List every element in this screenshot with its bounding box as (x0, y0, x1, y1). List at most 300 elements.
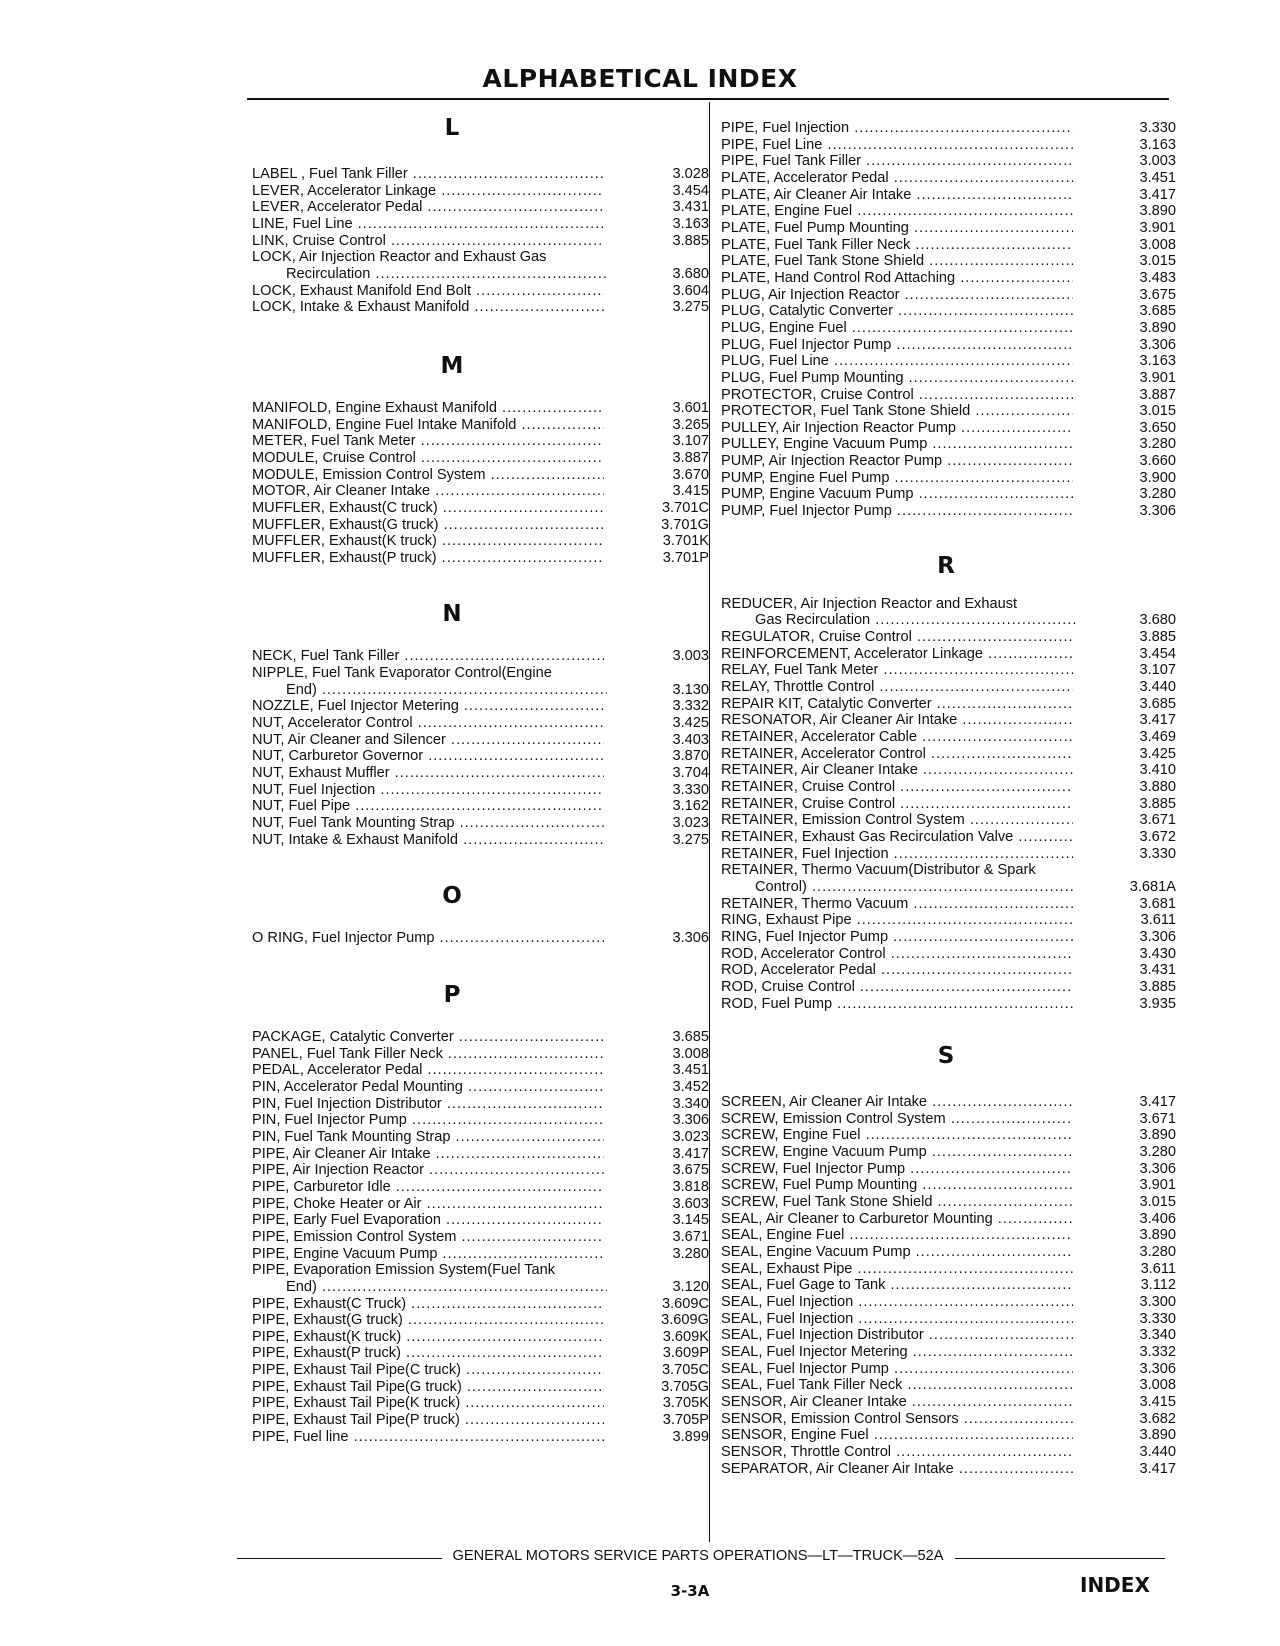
index-entry (252, 1128, 709, 1146)
index-entry (721, 1260, 1176, 1278)
index-entry-page: 3.887 (1076, 387, 1176, 404)
index-entry (252, 1145, 709, 1163)
index-entry-page: 3.417 (1076, 187, 1176, 204)
index-entry (252, 1112, 709, 1129)
index-entry-name: Control) ..... (721, 879, 1107, 896)
index-entry-page: 3.483 (1076, 270, 1176, 287)
index-entry (252, 449, 709, 467)
index-entry-name: PLATE, Hand Control Rod Attaching ..... (721, 270, 1073, 287)
index-entry-page: 3.163 (1076, 353, 1176, 370)
index-entry-name: PIPE, Fuel Tank Filler ..... (721, 153, 1073, 170)
index-entry-title-line: RETAINER, Thermo Vacuum(Distributor & Spark (721, 862, 1036, 879)
index-entry (252, 731, 709, 749)
index-entry (252, 798, 709, 815)
index-entry-name: PLUG, Fuel Injector Pump ..... (721, 337, 1073, 354)
index-entry-page: 3.008 (1076, 1377, 1176, 1394)
index-entry-page: 3.609G (607, 1312, 709, 1329)
index-entry (721, 453, 1176, 470)
index-entry-page: 3.280 (1076, 1144, 1176, 1161)
index-entry-name: PLUG, Engine Fuel ..... (721, 320, 1073, 337)
index-entry (252, 166, 709, 183)
index-entry (721, 203, 1176, 220)
index-entry-name: ROD, Cruise Control ..... (721, 979, 1073, 996)
index-entry (721, 1327, 1176, 1344)
index-entry-name: MUFFLER, Exhaust(K truck) ..... (252, 533, 604, 550)
index-entry (252, 930, 709, 947)
index-entry-page: 3.431 (1076, 962, 1176, 979)
index-entry (252, 1178, 709, 1196)
index-entry (252, 533, 709, 550)
index-entry (252, 1345, 709, 1362)
index-entry (252, 648, 709, 665)
index-entry-page: 3.028 (607, 166, 709, 183)
index-entry-name: PIPE, Exhaust Tail Pipe(C truck) ..... (252, 1362, 604, 1379)
index-entry-title-line: REDUCER, Air Injection Reactor and Exhaust (721, 595, 1018, 612)
index-entry (721, 403, 1176, 420)
index-entry-name: SEAL, Fuel Tank Filler Neck ..... (721, 1377, 1073, 1394)
index-entry (721, 319, 1176, 337)
index-entry-name: MUFFLER, Exhaust(C truck) ..... (252, 500, 604, 517)
index-entry-name: REINFORCEMENT, Accelerator Linkage ..... (721, 646, 1073, 663)
index-entry-page: 3.275 (607, 299, 709, 316)
index-entry (252, 1412, 709, 1429)
index-entry-page: 3.705C (607, 1362, 709, 1379)
index-entry-name: O RING, Fuel Injector Pump ..... (252, 930, 604, 947)
index-entry-page: 3.701C (607, 500, 709, 517)
index-entry (252, 1262, 709, 1295)
index-entry-name: PLATE, Fuel Tank Filler Neck ..... (721, 237, 1073, 254)
index-entry (721, 1110, 1176, 1128)
index-entry-page: 3.107 (607, 433, 709, 450)
index-entry (721, 219, 1176, 237)
index-entry-page: 3.440 (1076, 1444, 1176, 1461)
index-entry (252, 1078, 709, 1096)
index-entry-name: PUMP, Engine Fuel Pump ..... (721, 470, 1073, 487)
index-entry-name: MANIFOLD, Engine Exhaust Manifold ..... (252, 400, 604, 417)
section-letter-o: O (442, 883, 462, 910)
index-entry (721, 169, 1176, 187)
index-entry-page: 3.671 (1076, 812, 1176, 829)
index-entry-name: PIPE, Exhaust Tail Pipe(P truck) ..... (252, 1412, 604, 1429)
index-entry-page: 3.015 (1076, 1194, 1176, 1211)
index-entry-name: PIPE, Early Fuel Evaporation ..... (252, 1212, 604, 1229)
index-entry-page: 3.672 (1076, 829, 1176, 846)
index-entry-page: 3.870 (607, 748, 709, 765)
section-letter-r: R (937, 552, 955, 579)
index-entry (721, 469, 1176, 487)
index-entry (721, 1360, 1176, 1378)
index-entry-name: SEAL, Fuel Injection Distributor ..... (721, 1327, 1073, 1344)
index-entry-name: NUT, Exhaust Muffler ..... (252, 765, 604, 782)
index-entry (252, 483, 709, 500)
index-entry-page: 3.406 (1076, 1211, 1176, 1228)
index-entry-page: 3.107 (1076, 662, 1176, 679)
index-entry (252, 781, 709, 799)
index-entry-name: PIPE, Fuel Line ..... (721, 137, 1073, 154)
index-entry-name: PACKAGE, Catalytic Converter ..... (252, 1029, 604, 1046)
index-entry-name: LINK, Cruise Control ..... (252, 233, 604, 250)
index-entry-name: PLUG, Air Injection Reactor ..... (721, 287, 1073, 304)
index-entry-name: RETAINER, Cruise Control ..... (721, 796, 1073, 813)
index-entry-page: 3.306 (607, 1112, 709, 1129)
index-entry-name: RETAINER, Air Cleaner Intake ..... (721, 762, 1073, 779)
index-entry (721, 1227, 1176, 1244)
index-entry (721, 386, 1176, 404)
index-entry-page: 3.332 (1076, 1344, 1176, 1361)
index-entry-name: PUMP, Fuel Injector Pump ..... (721, 503, 1073, 520)
index-entry (252, 831, 709, 849)
column-divider (709, 102, 710, 1542)
index-entry-name: MODULE, Cruise Control ..... (252, 450, 604, 467)
index-entry-title-line: LOCK, Air Injection Reactor and Exhaust Gas (252, 249, 547, 266)
index-entry (252, 1362, 709, 1379)
index-entry-name: LEVER, Accelerator Linkage ..... (252, 183, 604, 200)
index-entry-page: 3.900 (1076, 470, 1176, 487)
index-entry-name: NUT, Air Cleaner and Silencer ..... (252, 732, 604, 749)
index-entry-name: SEAL, Fuel Injection ..... (721, 1294, 1073, 1311)
index-entry-page: 3.675 (607, 1162, 709, 1179)
index-entry-name: MUFFLER, Exhaust(G truck) ..... (252, 517, 604, 534)
index-entry-page: 3.685 (1076, 303, 1176, 320)
index-entry (252, 1378, 709, 1396)
index-entry (252, 299, 709, 316)
index-entry-page: 3.890 (1076, 1427, 1176, 1444)
index-entry (252, 1428, 709, 1446)
index-entry-page: 3.650 (1076, 420, 1176, 437)
index-entry-name: PIPE, Exhaust Tail Pipe(G truck) ..... (252, 1379, 604, 1396)
index-entry (721, 645, 1176, 663)
index-entry-page: 3.330 (1076, 846, 1176, 863)
index-entry (721, 862, 1176, 895)
index-entry (252, 549, 709, 567)
index-entry-page: 3.280 (1076, 436, 1176, 453)
index-entry (252, 1162, 709, 1179)
index-entry (721, 995, 1176, 1013)
index-entry (721, 503, 1176, 520)
index-entry (252, 466, 709, 484)
index-entry (252, 1062, 709, 1079)
section-label: INDEX (1080, 1573, 1150, 1597)
index-entry-name: SEAL, Fuel Injector Pump ..... (721, 1361, 1073, 1378)
index-entry-name: PLUG, Fuel Pump Mounting ..... (721, 370, 1073, 387)
index-entry-name: SEAL, Fuel Gage to Tank ..... (721, 1277, 1073, 1294)
index-entry-name: NUT, Fuel Injection ..... (252, 782, 604, 799)
index-entry-page: 3.660 (1076, 453, 1176, 470)
index-entry (252, 1295, 709, 1313)
index-entry (252, 199, 709, 216)
index-entry (721, 486, 1176, 503)
index-entry-page: 3.306 (1076, 503, 1176, 520)
index-entry (721, 1377, 1176, 1394)
index-entry-name: NUT, Accelerator Control ..... (252, 715, 604, 732)
index-entry-page: 3.609K (607, 1329, 709, 1346)
index-entry-name: PLUG, Fuel Line ..... (721, 353, 1073, 370)
index-entry (252, 1029, 709, 1046)
index-entry-page: 3.890 (1076, 1227, 1176, 1244)
index-entry-name: RETAINER, Thermo Vacuum ..... (721, 896, 1073, 913)
index-entry-page: 3.003 (1076, 153, 1176, 170)
index-entry-page: 3.130 (607, 682, 709, 699)
index-entry-page: 3.885 (1076, 629, 1176, 646)
right-column (721, 102, 1176, 1477)
index-entry (252, 715, 709, 732)
index-entry-page: 3.330 (607, 782, 709, 799)
index-entry-page: 3.887 (607, 450, 709, 467)
index-entry-name: RELAY, Throttle Control ..... (721, 679, 1073, 696)
index-entry-name: SCREW, Engine Fuel ..... (721, 1127, 1073, 1144)
index-entry-name: PROTECTOR, Fuel Tank Stone Shield ..... (721, 403, 1073, 420)
index-entry-page: 3.452 (607, 1079, 709, 1096)
index-entry-name: MUFFLER, Exhaust(P truck) ..... (252, 550, 604, 567)
index-entry-name: PIPE, Exhaust Tail Pipe(K truck) ..... (252, 1395, 604, 1412)
index-entry (252, 399, 709, 417)
index-entry (252, 433, 709, 450)
index-entry (721, 186, 1176, 204)
index-entry-page: 3.701K (607, 533, 709, 550)
index-entry-page: 3.306 (607, 930, 709, 947)
index-entry (721, 679, 1176, 696)
index-entry-name: PUMP, Engine Vacuum Pump ..... (721, 486, 1073, 503)
index-entry-page: 3.015 (1076, 403, 1176, 420)
index-entry-name: PLATE, Fuel Pump Mounting ..... (721, 220, 1073, 237)
title-rule (247, 98, 1169, 100)
index-entry-name: NUT, Fuel Pipe ..... (252, 798, 604, 815)
index-entry-name: PEDAL, Accelerator Pedal ..... (252, 1062, 604, 1079)
index-entry-page: 3.601 (607, 400, 709, 417)
footer-publisher: GENERAL MOTORS SERVICE PARTS OPERATIONS—LT—TRUCK—52A (452, 1548, 944, 1564)
index-entry-page: 3.015 (1076, 253, 1176, 270)
index-entry-name: LINE, Fuel Line ..... (252, 216, 604, 233)
index-entry (721, 895, 1176, 913)
index-entry-name: SEAL, Engine Vacuum Pump ..... (721, 1244, 1073, 1261)
index-entry-name: NOZZLE, Fuel Injector Metering ..... (252, 698, 604, 715)
index-entry-page: 3.685 (607, 1029, 709, 1046)
index-entry-name: SENSOR, Emission Control Sensors ..... (721, 1411, 1073, 1428)
index-entry-name: PULLEY, Air Injection Reactor Pump ..... (721, 420, 1073, 437)
index-entry-page: 3.890 (1076, 203, 1176, 220)
index-entry-name: SCREW, Fuel Tank Stone Shield ..... (721, 1194, 1073, 1211)
index-entry-page: 3.880 (1076, 779, 1176, 796)
index-entry-page: 3.330 (1076, 120, 1176, 137)
index-entry-page: 3.681 (1076, 896, 1176, 913)
index-entry-page: 3.306 (1076, 929, 1176, 946)
index-entry (252, 765, 709, 782)
index-entry-name: LOCK, Intake & Exhaust Manifold ..... (252, 299, 604, 316)
index-entry-page: 3.818 (607, 1179, 709, 1196)
index-entry-page: 3.685 (1076, 696, 1176, 713)
index-entry (252, 1095, 709, 1113)
index-entry-name: SENSOR, Air Cleaner Intake ..... (721, 1394, 1073, 1411)
index-entry (721, 269, 1176, 287)
footer-rule-left (237, 1558, 442, 1559)
index-entry-name: NECK, Fuel Tank Filler ..... (252, 648, 604, 665)
index-entry-page: 3.671 (1076, 1111, 1176, 1128)
index-entry-page: 3.163 (1076, 137, 1176, 154)
index-entry (721, 712, 1176, 729)
index-entry-page: 3.120 (607, 1279, 709, 1296)
index-entry-name: SCREW, Engine Vacuum Pump ..... (721, 1144, 1073, 1161)
index-entry (252, 698, 709, 715)
index-entry (721, 1094, 1176, 1111)
footer-rule-right (955, 1558, 1165, 1559)
index-entry-page: 3.340 (1076, 1327, 1176, 1344)
index-entry-name: SCREEN, Air Cleaner Air Intake ..... (721, 1094, 1073, 1111)
index-entry-page: 3.340 (607, 1096, 709, 1113)
index-entry (721, 1427, 1176, 1444)
index-entry (721, 928, 1176, 946)
index-entry-page: 3.300 (1076, 1294, 1176, 1311)
index-entry (721, 945, 1176, 963)
index-entry-page: 3.885 (607, 233, 709, 250)
index-entry-name: PIN, Fuel Tank Mounting Strap ..... (252, 1129, 604, 1146)
index-entry (252, 1245, 709, 1263)
index-entry-page: 3.901 (1076, 1177, 1176, 1194)
section-letter-m: M (440, 352, 464, 379)
page-number: 3-3A (670, 1582, 710, 1600)
index-entry-page: 3.451 (1076, 170, 1176, 187)
index-entry (721, 962, 1176, 979)
index-entry-name: PIPE, Air Injection Reactor ..... (252, 1162, 604, 1179)
index-entry (252, 748, 709, 765)
index-entry (721, 136, 1176, 154)
index-entry-page: 3.145 (607, 1212, 709, 1229)
index-entry-title-line: PIPE, Evaporation Emission System(Fuel Tank (252, 1262, 556, 1279)
index-entry-page: 3.425 (1076, 746, 1176, 763)
index-entry (721, 662, 1176, 679)
index-entry-name: REPAIR KIT, Catalytic Converter ..... (721, 696, 1073, 713)
index-entry (721, 1410, 1176, 1428)
index-entry-page: 3.890 (1076, 1127, 1176, 1144)
index-entry (721, 1177, 1176, 1194)
index-entry-page: 3.163 (607, 216, 709, 233)
index-entry-page: 3.112 (1076, 1277, 1176, 1294)
index-entry-name: PIPE, Engine Vacuum Pump ..... (252, 1246, 604, 1263)
index-entry (721, 1443, 1176, 1461)
index-entry (721, 303, 1176, 320)
index-entry-name: SCREW, Fuel Injector Pump ..... (721, 1161, 1073, 1178)
index-entry-name: SCREW, Emission Control System ..... (721, 1111, 1073, 1128)
index-entry-name: SENSOR, Throttle Control ..... (721, 1444, 1073, 1461)
index-entry (721, 1344, 1176, 1361)
index-entry-page: 3.901 (1076, 220, 1176, 237)
index-entry (252, 1228, 709, 1246)
index-entry (721, 745, 1176, 763)
index-entry-page: 3.454 (607, 183, 709, 200)
index-entry-page: 3.417 (1076, 1461, 1176, 1478)
index-entry-name: PIN, Fuel Injector Pump ..... (252, 1112, 604, 1129)
index-entry-page: 3.280 (1076, 1244, 1176, 1261)
section-letter-s: S (937, 1043, 955, 1070)
index-entry-page: 3.705K (607, 1395, 709, 1412)
index-entry-page: 3.306 (1076, 1361, 1176, 1378)
index-entry-page: 3.675 (1076, 287, 1176, 304)
index-entry-page: 3.415 (607, 483, 709, 500)
index-entry-page: 3.890 (1076, 320, 1176, 337)
index-entry-page: 3.701P (607, 550, 709, 567)
index-entry-name: PIN, Accelerator Pedal Mounting ..... (252, 1079, 604, 1096)
index-entry-page: 3.430 (1076, 946, 1176, 963)
index-entry-name: ROD, Accelerator Pedal ..... (721, 962, 1073, 979)
index-entry (721, 762, 1176, 779)
index-entry-name: End) ..... (252, 1279, 638, 1296)
index-entry-name: ROD, Accelerator Control ..... (721, 946, 1073, 963)
index-entry (252, 1195, 709, 1213)
index-entry-page: 3.885 (1076, 796, 1176, 813)
index-entry-name: PLATE, Accelerator Pedal ..... (721, 170, 1073, 187)
index-entry (252, 416, 709, 434)
index-entry (252, 1395, 709, 1412)
index-entry-page: 3.410 (1076, 762, 1176, 779)
index-entry-name: PLATE, Engine Fuel ..... (721, 203, 1073, 220)
index-entry-name: PIPE, Fuel line ..... (252, 1429, 604, 1446)
index-entry-name: PANEL, Fuel Tank Filler Neck ..... (252, 1046, 604, 1063)
index-entry-page: 3.705P (607, 1412, 709, 1429)
index-entry-name: MANIFOLD, Engine Fuel Intake Manifold ..... (252, 417, 604, 434)
index-entry-page: 3.901 (1076, 370, 1176, 387)
index-entry-name: LABEL , Fuel Tank Filler ..... (252, 166, 604, 183)
index-entry-page: 3.681A (1076, 879, 1176, 896)
index-entry-name: PUMP, Air Injection Reactor Pump ..... (721, 453, 1073, 470)
index-entry (721, 253, 1176, 270)
index-entry (721, 912, 1176, 929)
index-entry (721, 120, 1176, 137)
index-entry-name: MODULE, Emission Control System ..... (252, 467, 604, 484)
index-entry-name: RETAINER, Accelerator Control ..... (721, 746, 1073, 763)
index-entry-name: PIPE, Exhaust(K truck) ..... (252, 1329, 604, 1346)
index-entry (721, 978, 1176, 996)
index-entry-page: 3.671 (607, 1229, 709, 1246)
index-entry (721, 369, 1176, 387)
index-entry-page: 3.332 (607, 698, 709, 715)
index-entry-page: 3.003 (607, 648, 709, 665)
index-entry (721, 1244, 1176, 1261)
index-entry-name: REGULATOR, Cruise Control ..... (721, 629, 1073, 646)
index-entry-page: 3.417 (1076, 1094, 1176, 1111)
index-entry-page: 3.885 (1076, 979, 1176, 996)
index-entry-page: 3.417 (607, 1146, 709, 1163)
index-entry-name: NUT, Intake & Exhaust Manifold ..... (252, 832, 604, 849)
index-entry-page: 3.008 (607, 1046, 709, 1063)
index-entry-page: 3.431 (607, 199, 709, 216)
index-entry-name: ROD, Fuel Pump ..... (721, 996, 1073, 1013)
index-entry-page: 3.440 (1076, 679, 1176, 696)
index-entry-page: 3.162 (607, 798, 709, 815)
index-entry (721, 1393, 1176, 1411)
index-entry (721, 812, 1176, 829)
index-entry-name: SEAL, Fuel Injector Metering ..... (721, 1344, 1073, 1361)
index-entry (721, 1144, 1176, 1161)
index-entry-page: 3.280 (607, 1246, 709, 1263)
index-entry (721, 1194, 1176, 1211)
index-entry (721, 286, 1176, 304)
index-entry-name: RETAINER, Accelerator Cable ..... (721, 729, 1073, 746)
index-entry (721, 1310, 1176, 1328)
index-entry-page: 3.603 (607, 1196, 709, 1213)
index-entry-name: RETAINER, Cruise Control ..... (721, 779, 1073, 796)
index-entry (721, 236, 1176, 254)
index-entry (252, 215, 709, 233)
index-entry-name: PIPE, Exhaust(G truck) ..... (252, 1312, 604, 1329)
index-entry-page: 3.705G (607, 1379, 709, 1396)
index-entry-name: LEVER, Accelerator Pedal ..... (252, 199, 604, 216)
index-entry-name: PLATE, Air Cleaner Air Intake ..... (721, 187, 1073, 204)
index-entry (252, 499, 709, 517)
index-entry-name: LOCK, Exhaust Manifold End Bolt ..... (252, 283, 604, 300)
index-entry (721, 1127, 1176, 1144)
index-entry (252, 516, 709, 534)
left-column (252, 102, 709, 1445)
index-entry-page: 3.330 (1076, 1311, 1176, 1328)
